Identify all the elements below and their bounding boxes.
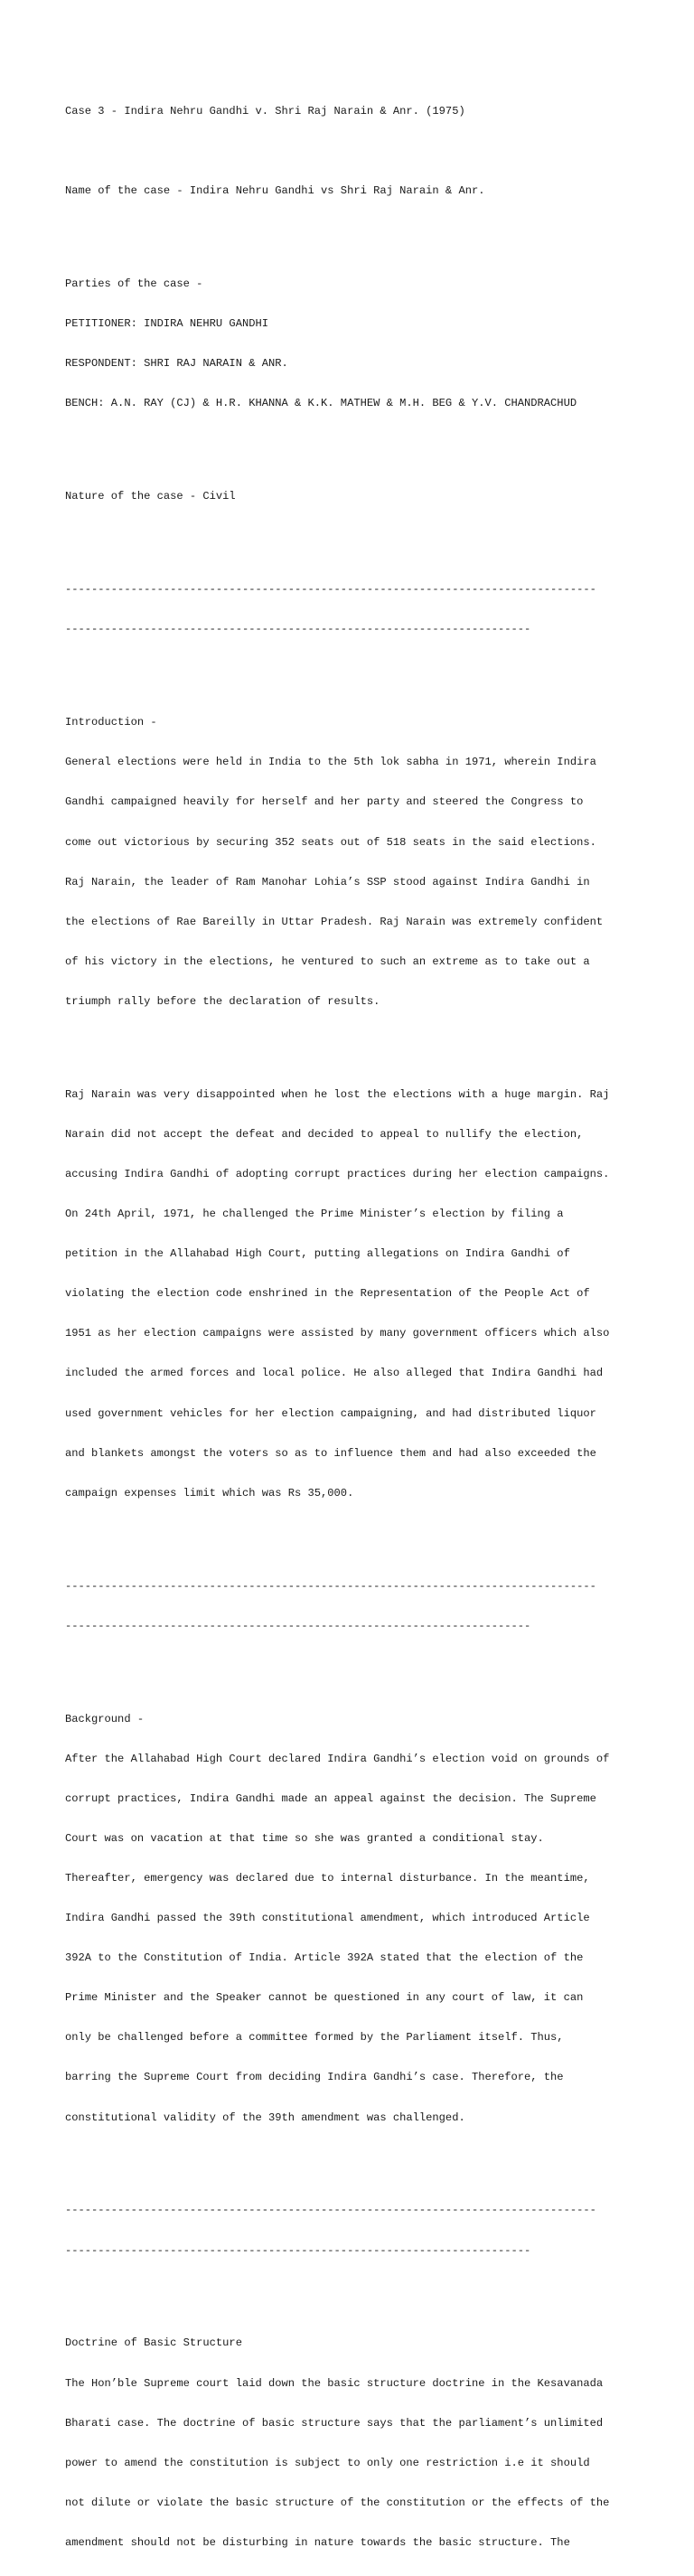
blank-line — [65, 2284, 643, 2298]
paragraph-line: Indira Gandhi passed the 39th constitutional amendment, which introduced Article — [65, 1912, 590, 1925]
paragraph-line: Gandhi campaigned heavily for herself and her party and steered the Congress to — [65, 795, 584, 809]
paragraph-line: corrupt practices, Indira Gandhi made an appeal against the decision. The Supreme — [65, 1791, 596, 1805]
separator-line: --------------------------------------------------------------------------------- — [65, 583, 596, 597]
separator-line: ----------------------------------------------------------------------- — [65, 1619, 531, 1632]
blank-line — [65, 1659, 643, 1673]
case-title: Case 3 - Indira Nehru Gandhi v. Shri Raj Narain & Anr. (1975) — [65, 105, 465, 118]
nature-of-case: Nature of the case - Civil — [65, 490, 236, 503]
paragraph-line: barring the Supreme Court from deciding Indira Gandhi’s case. Therefore, the — [65, 2071, 564, 2084]
blank-line — [65, 530, 643, 543]
blank-line — [65, 1035, 643, 1048]
paragraph-line: not dilute or violate the basic structure of the constitution or the effects of the — [65, 2496, 610, 2509]
paragraph-line: power to amend the constitution is subject to only one restriction i.e it should — [65, 2456, 590, 2469]
paragraph-line: Court was on vacation at that time so she was granted a conditional stay. — [65, 1831, 544, 1845]
separator-line: ----------------------------------------------------------------------- — [65, 2243, 531, 2257]
paragraph-line: petition in the Allahabad High Court, putting allegations on Indira Gandhi of — [65, 1247, 570, 1261]
bench: BENCH: A.N. RAY (CJ) & H.R. KHANNA & K.K. MATHEW & M.H. BEG & Y.V. CHANDRACHUD — [65, 397, 577, 410]
blank-line — [65, 1527, 643, 1540]
paragraph-line: Narain did not accept the defeat and decided to appeal to nullify the election, — [65, 1127, 584, 1141]
case-name: Name of the case - Indira Nehru Gandhi vs Shri Raj Narain & Anr. — [65, 184, 485, 198]
blank-line — [65, 2151, 643, 2165]
petitioner: PETITIONER: INDIRA NEHRU GANDHI — [65, 317, 268, 331]
paragraph-line: constitutional validity of the 39th amendment was challenged. — [65, 2111, 465, 2124]
respondent: RESPONDENT: SHRI RAJ NARAIN & ANR. — [65, 357, 288, 371]
paragraph-line: only be challenged before a committee formed by the Parliament itself. Thus, — [65, 2031, 564, 2045]
paragraph-line: and blankets amongst the voters so as to influence them and had also exceeded the — [65, 1446, 596, 1460]
paragraph-line: accusing Indira Gandhi of adopting corrupt practices during her election campaigns. — [65, 1167, 610, 1180]
blank-line — [65, 145, 643, 158]
paragraph-line: Raj Narain, the leader of Ram Manohar Lohia’s SSP stood against Indira Gandhi in — [65, 875, 590, 888]
paragraph-line: of his victory in the elections, he ventured to such an extreme as to take out a — [65, 954, 590, 968]
doctrine-heading: Doctrine of Basic Structure — [65, 2336, 242, 2350]
paragraph-line: 392A to the Constitution of India. Article 392A stated that the election of the — [65, 1951, 584, 1965]
paragraph-line: The Hon’ble Supreme court laid down the basic structure doctrine in the Kesavanada — [65, 2376, 604, 2390]
separator-line: --------------------------------------------------------------------------------- — [65, 1579, 596, 1593]
blank-line — [65, 224, 643, 238]
paragraph-line: Bharati case. The doctrine of basic structure says that the parliament’s unlimited — [65, 2416, 604, 2430]
paragraph-line: On 24th April, 1971, he challenged the Prime Minister’s election by filing a — [65, 1208, 564, 1221]
paragraph-line: campaign expenses limit which was Rs 35,000. — [65, 1486, 354, 1500]
parties-heading: Parties of the case - — [65, 277, 203, 291]
separator-line: ----------------------------------------------------------------------- — [65, 623, 531, 636]
paragraph-line: used government vehicles for her election campaigning, and had distributed liquor — [65, 1406, 596, 1420]
paragraph-line: come out victorious by securing 352 seats out of 518 seats in the said elections. — [65, 835, 596, 849]
introduction-heading: Introduction - — [65, 716, 157, 729]
background-heading: Background - — [65, 1712, 145, 1725]
blank-line — [65, 663, 643, 676]
paragraph-line: Thereafter, emergency was declared due to internal disturbance. In the meantime, — [65, 1871, 590, 1885]
paragraph-line: Raj Narain was very disappointed when he lost the elections with a huge margin. Raj — [65, 1087, 610, 1101]
document-page — [65, 65, 643, 2576]
blank-line — [65, 437, 643, 451]
paragraph-line: General elections were held in India to the 5th lok sabha in 1971, wherein Indira — [65, 756, 596, 769]
separator-line: --------------------------------------------------------------------------------- — [65, 2204, 596, 2217]
paragraph-line: included the armed forces and local police. He also alleged that Indira Gandhi had — [65, 1367, 604, 1380]
paragraph-line: After the Allahabad High Court declared Indira Gandhi’s election void on grounds of — [65, 1752, 610, 1765]
paragraph-line: the elections of Rae Bareilly in Uttar Pradesh. Raj Narain was extremely confident — [65, 915, 604, 928]
paragraph-line: Prime Minister and the Speaker cannot be questioned in any court of law, it can — [65, 1991, 584, 2005]
paragraph-line: 1951 as her election campaigns were assisted by many government officers which also — [65, 1327, 610, 1340]
paragraph-line: violating the election code enshrined in the Representation of the People Act of — [65, 1287, 590, 1301]
paragraph-line: amendment should not be disturbing in nature towards the basic structure. The — [65, 2535, 570, 2549]
paragraph-line: triumph rally before the declaration of results. — [65, 994, 380, 1008]
